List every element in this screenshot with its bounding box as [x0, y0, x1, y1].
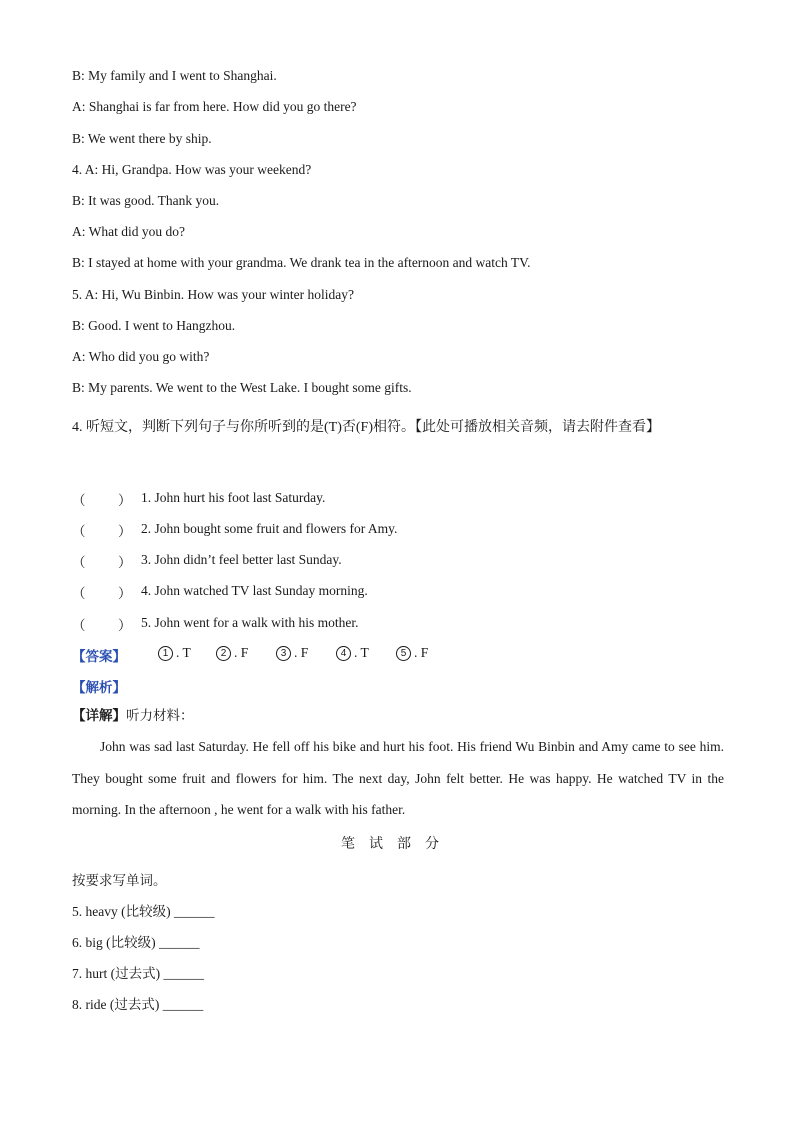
detail-line — [72, 707, 194, 725]
tf-statement: 4. John watched TV last Sunday morning. — [141, 583, 368, 598]
answer-paren-open: （ — [72, 555, 86, 570]
dialogue-line: A: What did you do? — [72, 224, 185, 239]
answer-paren-close: ） — [118, 493, 132, 508]
dialogue-line: B: We went there by ship. — [72, 131, 212, 146]
section-title: 笔试部分 — [341, 837, 453, 852]
word-question: 7. hurt (过去式) ______ — [72, 966, 204, 981]
analysis-label: 【解析】 — [72, 680, 126, 695]
detail-label: 【详解】 — [72, 708, 126, 723]
answer-paren-open: （ — [72, 493, 86, 508]
answer-paren-close: ） — [118, 555, 132, 570]
answer-paren-close: ） — [118, 524, 132, 539]
question-heading: 4. 听短文，判断下列句子与你所听到的是(T)否(F)相符。【此处可播放相关音频，请去附件查看】 — [72, 420, 660, 435]
dialogue-line: A: Shanghai is far from here. How did you go there? — [72, 99, 357, 114]
answer-item — [216, 645, 248, 661]
instruction: 按要求写单词。 — [72, 873, 167, 888]
word-question: 8. ride (过去式) ______ — [72, 997, 204, 1012]
answer-item — [336, 645, 369, 661]
tf-statement: 3. John didn’t feel better last Sunday. — [141, 552, 342, 567]
answer-value: . F — [414, 645, 429, 660]
dialogue-line: 4. A: Hi, Grandpa. How was your weekend? — [72, 162, 312, 177]
answer-value: . F — [294, 645, 309, 660]
detail-text: 听力材料： — [126, 708, 194, 723]
answer-label: 【答案】 — [72, 649, 126, 664]
circled-number: 2 — [216, 646, 231, 661]
answer-item — [276, 645, 308, 661]
dialogue-line: B: It was good. Thank you. — [72, 193, 220, 208]
circled-number: 5 — [396, 646, 411, 661]
dialogue-line: B: Good. I went to Hangzhou. — [72, 318, 236, 333]
answer-item — [396, 645, 428, 661]
circled-number: 4 — [336, 646, 351, 661]
answer-paren-open: （ — [72, 618, 86, 633]
tf-statement: 1. John hurt his foot last Saturday. — [141, 490, 326, 505]
answer-item — [158, 645, 191, 661]
tf-statement: 5. John went for a walk with his mother. — [141, 615, 359, 630]
answer-paren-close: ） — [118, 586, 132, 601]
dialogue-line: A: Who did you go with? — [72, 349, 210, 364]
dialogue-line: B: My family and I went to Shanghai. — [72, 68, 277, 83]
answer-paren-open: （ — [72, 524, 86, 539]
circled-number: 1 — [158, 646, 173, 661]
answer-paren-open: （ — [72, 586, 86, 601]
answer-paren-close: ） — [118, 618, 132, 633]
word-question: 6. big (比较级) ______ — [72, 935, 200, 950]
tf-statement: 2. John bought some fruit and flowers for Amy. — [141, 521, 398, 536]
dialogue-line: B: My parents. We went to the West Lake. I bought some gifts. — [72, 380, 412, 395]
dialogue-line: 5. A: Hi, Wu Binbin. How was your winter holiday? — [72, 287, 354, 302]
answer-value: . T — [354, 645, 369, 660]
answer-value: . T — [176, 645, 191, 660]
dialogue-line: B: I stayed at home with your grandma. We drank tea in the afternoon and watch TV. — [72, 255, 531, 270]
answer-value: . F — [234, 645, 249, 660]
circled-number: 3 — [276, 646, 291, 661]
listening-passage: John was sad last Saturday. He fell off his bike and hurt his foot. His friend Wu Binbin and Amy came to see him. They bought some fruit and flowers for him. The next day, John felt better. He was happy. He watched TV in the morning. In the afternoon , he went for a walk with his father. — [72, 739, 724, 817]
word-question: 5. heavy (比较级) ______ — [72, 904, 215, 919]
